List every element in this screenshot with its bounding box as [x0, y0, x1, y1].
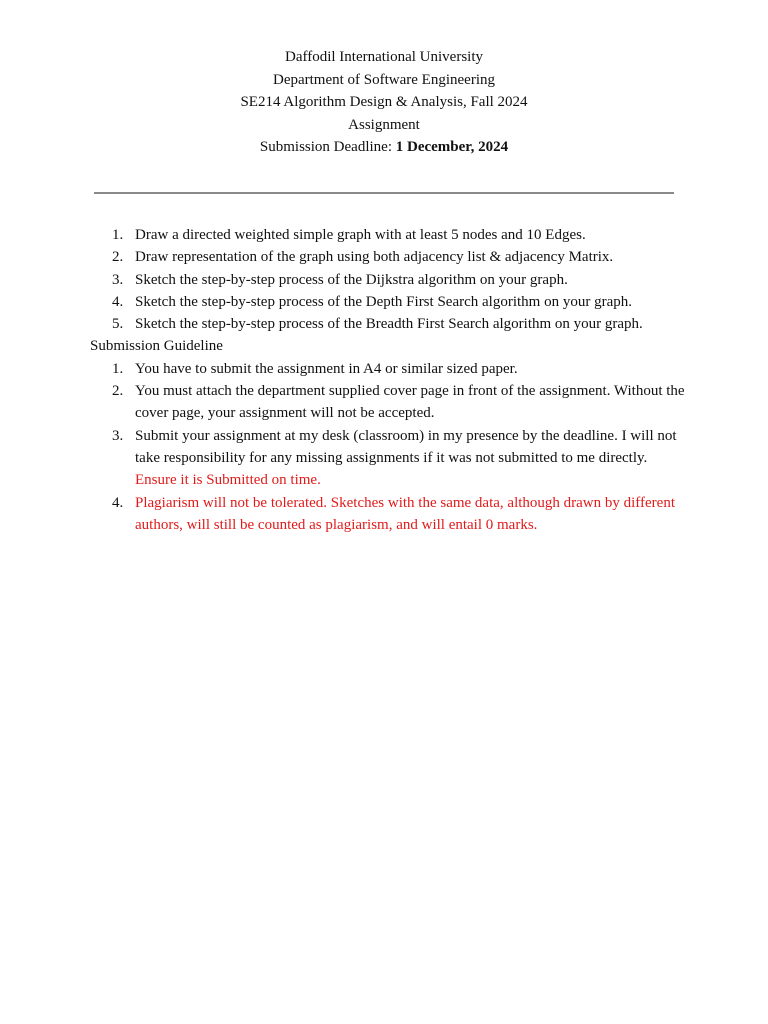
course-title: SE214 Algorithm Design & Analysis, Fall 2024: [240, 94, 528, 110]
guideline-number: 1.: [112, 360, 124, 377]
guideline-number: 3.: [112, 427, 124, 444]
task-list: [90, 224, 690, 335]
plagiarism-warning: Plagiarism will not be tolerated. Sketches with the same data, although drawn by different authors, will still be counted as plagiarism, and will entail 0 marks.: [135, 494, 675, 533]
university-name: Daffodil International University: [284, 49, 483, 65]
task-text: Draw a directed weighted simple graph with at least 5 nodes and 10 Edges.: [135, 227, 586, 243]
document-type: Assignment: [348, 116, 420, 133]
guideline-text: You must attach the department supplied cover page in front of the assignment. Without the cover page, your assignment will not be accepted.: [135, 383, 685, 422]
on-time-warning: Ensure it is Submitted on time.: [135, 472, 321, 489]
task-number: 2.: [112, 249, 124, 266]
guideline-item: [90, 492, 690, 537]
guideline-text: You have to submit the assignment in A4 or similar sized paper.: [135, 360, 518, 377]
submission-deadline: [0, 136, 768, 159]
task-item: [90, 291, 690, 313]
deadline-label: Submission Deadline:: [259, 139, 396, 155]
task-item: [90, 269, 690, 291]
deadline-date: 1 December, 2024: [395, 139, 509, 155]
task-text: Draw representation of the graph using both adjacency list & adjacency Matrix.: [135, 249, 614, 266]
guideline-text: Submit your assignment at my desk (classroom) in my presence by the deadline. I will not take responsibility for any missing assignments if it was not submitted to me directly.: [135, 427, 677, 466]
task-number: 3.: [112, 271, 124, 288]
task-text: Sketch the step-by-step process of the Depth First Search algorithm on your graph.: [135, 293, 632, 310]
guideline-item: [90, 380, 690, 425]
task-item: [90, 224, 690, 246]
guideline-number: 2.: [112, 383, 124, 400]
task-number: 5.: [112, 316, 124, 333]
task-number: 4.: [112, 293, 124, 310]
submission-guideline-heading: Submission Guideline: [90, 338, 223, 355]
guideline-item: [90, 425, 690, 492]
task-item: [90, 246, 690, 268]
department-name: Department of Software Engineering: [272, 71, 495, 88]
task-number: 1.: [112, 227, 124, 243]
guideline-number: 4.: [112, 494, 124, 511]
guideline-list: [90, 358, 690, 536]
task-text: Sketch the step-by-step process of the Breadth First Search algorithm on your graph.: [135, 316, 643, 333]
guideline-item: [90, 358, 690, 380]
task-text: Sketch the step-by-step process of the Dijkstra algorithm on your graph.: [135, 271, 568, 288]
document-body: [90, 224, 690, 536]
horizontal-rule: [94, 192, 674, 194]
task-item: [90, 313, 690, 335]
document-header: [0, 46, 768, 159]
